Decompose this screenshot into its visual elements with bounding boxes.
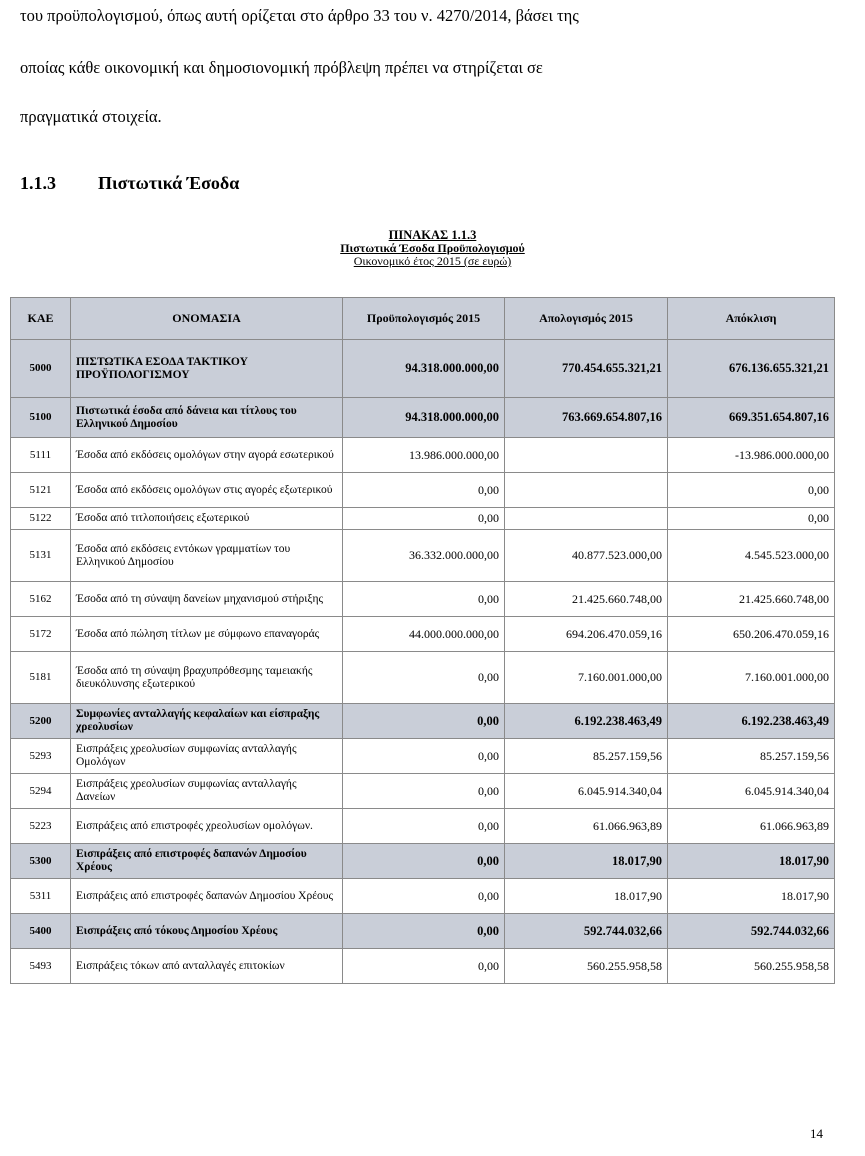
- table-row: [11, 438, 835, 473]
- name-cell: Πιστωτικά έσοδα από δάνεια και τίτλους του Ελληνικού Δημοσίου: [71, 398, 343, 438]
- table-caption: [0, 229, 865, 268]
- name-cell: Έσοδα από εκδόσεις εντόκων γραμματίων του Ελληνικού Δημοσίου: [71, 530, 343, 582]
- actual-cell: 694.206.470.059,16: [505, 617, 668, 652]
- deviation-cell: 560.255.958,58: [668, 949, 835, 984]
- table-row: [11, 774, 835, 809]
- kae-cell: 5400: [11, 914, 71, 949]
- actual-cell: 592.744.032,66: [505, 914, 668, 949]
- actual-cell: 18.017,90: [505, 879, 668, 914]
- table-row: [11, 949, 835, 984]
- table-row: [11, 914, 835, 949]
- deviation-cell: 650.206.470.059,16: [668, 617, 835, 652]
- deviation-cell: -13.986.000.000,00: [668, 438, 835, 473]
- budget-cell: 0,00: [343, 774, 505, 809]
- budget-cell: 0,00: [343, 809, 505, 844]
- deviation-cell: 592.744.032,66: [668, 914, 835, 949]
- actual-cell: 560.255.958,58: [505, 949, 668, 984]
- kae-cell: 5111: [11, 438, 71, 473]
- table-row: [11, 739, 835, 774]
- budget-cell: 0,00: [343, 582, 505, 617]
- kae-cell: 5122: [11, 508, 71, 530]
- table-row: [11, 508, 835, 530]
- table-caption-subtitle: Πιστωτικά Έσοδα Προϋπολογισμού: [340, 241, 525, 255]
- kae-cell: 5000: [11, 340, 71, 398]
- header-kae: ΚΑΕ: [11, 298, 71, 340]
- actual-cell: 763.669.654.807,16: [505, 398, 668, 438]
- name-cell: Εισπράξεις από τόκους Δημοσίου Χρέους: [71, 914, 343, 949]
- kae-cell: 5293: [11, 739, 71, 774]
- header-actual: Απολογισμός 2015: [505, 298, 668, 340]
- kae-cell: 5131: [11, 530, 71, 582]
- budget-cell: 0,00: [343, 704, 505, 739]
- deviation-cell: 6.045.914.340,04: [668, 774, 835, 809]
- table-row: [11, 398, 835, 438]
- budget-cell: 0,00: [343, 844, 505, 879]
- kae-cell: 5121: [11, 473, 71, 508]
- budget-cell: 94.318.000.000,00: [343, 340, 505, 398]
- budget-table: [10, 297, 835, 984]
- deviation-cell: 0,00: [668, 473, 835, 508]
- deviation-cell: 7.160.001.000,00: [668, 652, 835, 704]
- table-caption-period: Οικονομικό έτος 2015 (σε ευρώ): [353, 254, 512, 268]
- kae-cell: 5311: [11, 879, 71, 914]
- name-cell: Εισπράξεις από επιστροφές χρεολυσίων ομολόγων.: [71, 809, 343, 844]
- kae-cell: 5181: [11, 652, 71, 704]
- table-body: [11, 340, 835, 984]
- deviation-cell: 676.136.655.321,21: [668, 340, 835, 398]
- budget-cell: 44.000.000.000,00: [343, 617, 505, 652]
- budget-cell: 0,00: [343, 739, 505, 774]
- actual-cell: 85.257.159,56: [505, 739, 668, 774]
- section-heading: [20, 173, 239, 194]
- actual-cell: [505, 473, 668, 508]
- actual-cell: 7.160.001.000,00: [505, 652, 668, 704]
- table-row: [11, 473, 835, 508]
- paragraph-line: πραγματικά στοιχεία.: [20, 107, 162, 126]
- budget-cell: 0,00: [343, 914, 505, 949]
- name-cell: Έσοδα από εκδόσεις ομολόγων στις αγορές εξωτερικού: [71, 473, 343, 508]
- table-row: [11, 582, 835, 617]
- kae-cell: 5294: [11, 774, 71, 809]
- name-cell: Έσοδα από τη σύναψη δανείων μηχανισμού στήριξης: [71, 582, 343, 617]
- table-row: [11, 809, 835, 844]
- deviation-cell: 4.545.523.000,00: [668, 530, 835, 582]
- actual-cell: 6.045.914.340,04: [505, 774, 668, 809]
- deviation-cell: 18.017,90: [668, 844, 835, 879]
- table-row: [11, 879, 835, 914]
- actual-cell: 770.454.655.321,21: [505, 340, 668, 398]
- budget-cell: 36.332.000.000,00: [343, 530, 505, 582]
- deviation-cell: 21.425.660.748,00: [668, 582, 835, 617]
- actual-cell: 61.066.963,89: [505, 809, 668, 844]
- actual-cell: 6.192.238.463,49: [505, 704, 668, 739]
- name-cell: Έσοδα από εκδόσεις ομολόγων στην αγορά εσωτερικού: [71, 438, 343, 473]
- actual-cell: [505, 438, 668, 473]
- table-caption-title: ΠΙΝΑΚΑΣ 1.1.3: [388, 228, 477, 242]
- section-title: Πιστωτικά Έσοδα: [98, 173, 240, 193]
- actual-cell: [505, 508, 668, 530]
- kae-cell: 5100: [11, 398, 71, 438]
- name-cell: ΠΙΣΤΩΤΙΚΑ ΕΣΟΔΑ ΤΑΚΤΙΚΟΥ ΠΡΟΫΠΟΛΟΓΙΣΜΟΥ: [71, 340, 343, 398]
- kae-cell: 5172: [11, 617, 71, 652]
- actual-cell: 18.017,90: [505, 844, 668, 879]
- budget-cell: 13.986.000.000,00: [343, 438, 505, 473]
- deviation-cell: 0,00: [668, 508, 835, 530]
- deviation-cell: 669.351.654.807,16: [668, 398, 835, 438]
- deviation-cell: 6.192.238.463,49: [668, 704, 835, 739]
- table-header-row: [11, 298, 835, 340]
- section-number: 1.1.3: [20, 173, 56, 193]
- deviation-cell: 18.017,90: [668, 879, 835, 914]
- table-row: [11, 844, 835, 879]
- kae-cell: 5223: [11, 809, 71, 844]
- name-cell: Έσοδα από τιτλοποιήσεις εξωτερικού: [71, 508, 343, 530]
- name-cell: Εισπράξεις από επιστροφές δαπανών Δημοσίου Χρέους: [71, 879, 343, 914]
- table-row: [11, 704, 835, 739]
- table-row: [11, 530, 835, 582]
- budget-cell: 0,00: [343, 508, 505, 530]
- name-cell: Έσοδα από τη σύναψη βραχυπρόθεσμης ταμειακής διευκόλυνσης εξωτερικού: [71, 652, 343, 704]
- table-row: [11, 652, 835, 704]
- actual-cell: 21.425.660.748,00: [505, 582, 668, 617]
- budget-cell: 0,00: [343, 879, 505, 914]
- actual-cell: 40.877.523.000,00: [505, 530, 668, 582]
- name-cell: Έσοδα από πώληση τίτλων με σύμφωνο επαναγοράς: [71, 617, 343, 652]
- name-cell: Συμφωνίες ανταλλαγής κεφαλαίων και είσπραξης χρεολυσίων: [71, 704, 343, 739]
- header-budget: Προϋπολογισμός 2015: [343, 298, 505, 340]
- name-cell: Εισπράξεις χρεολυσίων συμφωνίας ανταλλαγής Δανείων: [71, 774, 343, 809]
- name-cell: Εισπράξεις από επιστροφές δαπανών Δημοσίου Χρέους: [71, 844, 343, 879]
- header-deviation: Απόκλιση: [668, 298, 835, 340]
- budget-cell: 94.318.000.000,00: [343, 398, 505, 438]
- name-cell: Εισπράξεις χρεολυσίων συμφωνίας ανταλλαγής Ομολόγων: [71, 739, 343, 774]
- kae-cell: 5300: [11, 844, 71, 879]
- table-row: [11, 617, 835, 652]
- name-cell: Εισπράξεις τόκων από ανταλλαγές επιτοκίων: [71, 949, 343, 984]
- paragraph-line: οποίας κάθε οικονομική και δημοσιονομική πρόβλεψη πρέπει να στηρίζεται σε: [20, 58, 543, 77]
- budget-cell: 0,00: [343, 949, 505, 984]
- budget-cell: 0,00: [343, 473, 505, 508]
- deviation-cell: 61.066.963,89: [668, 809, 835, 844]
- budget-cell: 0,00: [343, 652, 505, 704]
- kae-cell: 5493: [11, 949, 71, 984]
- kae-cell: 5162: [11, 582, 71, 617]
- kae-cell: 5200: [11, 704, 71, 739]
- paragraph-line: του προϋπολογισμού, όπως αυτή ορίζεται στο άρθρο 33 του ν. 4270/2014, βάσει της: [20, 6, 579, 25]
- deviation-cell: 85.257.159,56: [668, 739, 835, 774]
- table-row: [11, 340, 835, 398]
- header-name: ΟΝΟΜΑΣΙΑ: [71, 298, 343, 340]
- page-number: 14: [810, 1126, 823, 1141]
